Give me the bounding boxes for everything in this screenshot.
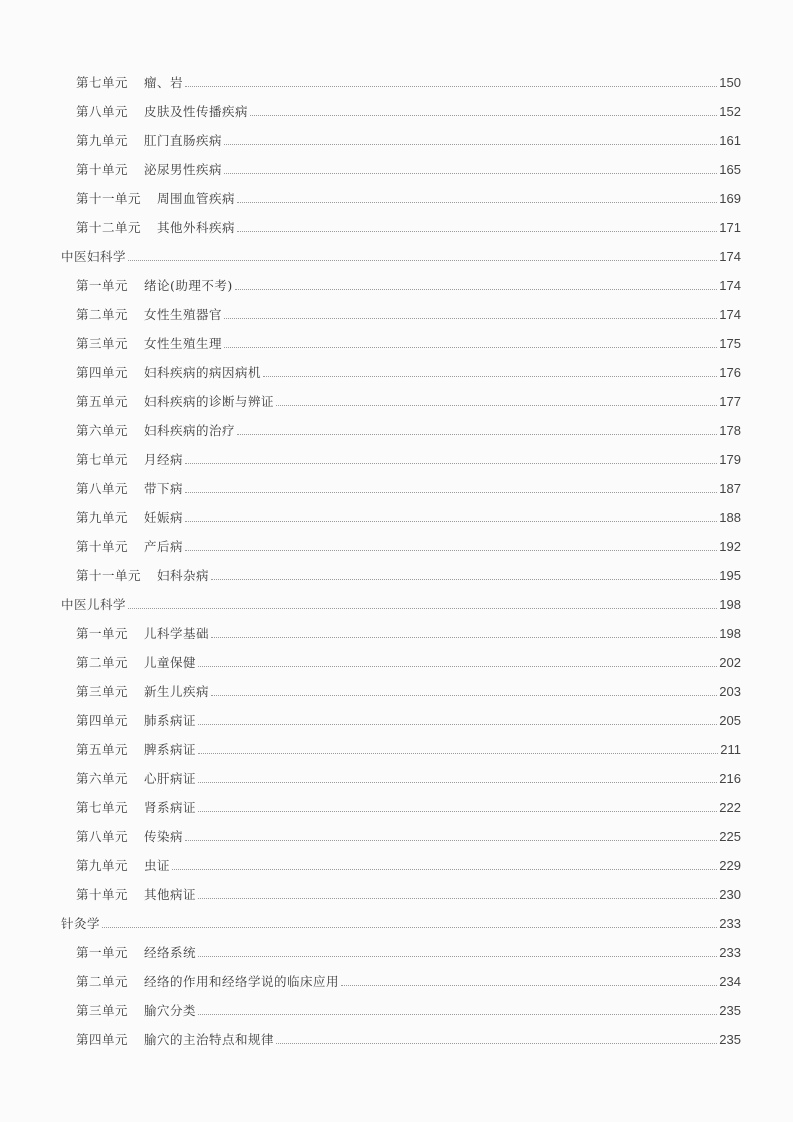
unit-number: 第四单元 <box>76 364 129 380</box>
page-number: 179 <box>719 452 741 467</box>
unit-number: 第七单元 <box>76 74 129 90</box>
page-number: 222 <box>719 800 741 815</box>
page-number: 235 <box>719 1032 741 1047</box>
page-number: 216 <box>719 771 741 786</box>
unit-title: 瘤、岩 <box>144 74 184 90</box>
dot-leader <box>224 318 717 319</box>
toc-unit-row <box>61 147 741 176</box>
unit-number: 第四单元 <box>76 712 129 728</box>
unit-title: 妇科杂病 <box>157 567 210 583</box>
dot-leader <box>198 782 717 783</box>
toc-section-row <box>61 901 741 930</box>
dot-leader <box>211 695 717 696</box>
dot-leader <box>198 811 717 812</box>
page-number: 174 <box>719 278 741 293</box>
page-number: 174 <box>719 307 741 322</box>
toc-unit-row <box>61 930 741 959</box>
dot-leader <box>211 579 717 580</box>
unit-title: 儿科学基础 <box>144 625 210 641</box>
page-number: 161 <box>719 133 741 148</box>
toc-unit-row <box>61 553 741 582</box>
dot-leader <box>198 724 717 725</box>
page-number: 150 <box>719 75 741 90</box>
unit-title: 虫证 <box>144 857 171 873</box>
unit-title: 妇科疾病的病因病机 <box>144 364 262 380</box>
unit-number: 第十单元 <box>76 886 129 902</box>
unit-number: 第十一单元 <box>76 567 142 583</box>
unit-title: 腧穴的主治特点和规律 <box>144 1031 275 1047</box>
unit-number: 第十二单元 <box>76 219 142 235</box>
page-number: 233 <box>719 916 741 931</box>
page-number: 175 <box>719 336 741 351</box>
toc-unit-row <box>61 205 741 234</box>
page-number: 205 <box>719 713 741 728</box>
page-number: 188 <box>719 510 741 525</box>
unit-title: 肛门直肠疾病 <box>144 132 223 148</box>
unit-number: 第九单元 <box>76 509 129 525</box>
dot-leader <box>102 927 717 928</box>
dot-leader <box>185 521 717 522</box>
unit-number: 第五单元 <box>76 393 129 409</box>
toc-unit-row <box>61 437 741 466</box>
dot-leader <box>237 202 717 203</box>
page-number: 202 <box>719 655 741 670</box>
dot-leader <box>185 550 717 551</box>
toc-unit-row <box>61 843 741 872</box>
unit-number: 第六单元 <box>76 770 129 786</box>
unit-number: 第六单元 <box>76 422 129 438</box>
page-number: 169 <box>719 191 741 206</box>
unit-number: 第五单元 <box>76 741 129 757</box>
toc-unit-row <box>61 263 741 292</box>
toc-section-row <box>61 234 741 263</box>
unit-title: 心肝病证 <box>144 770 197 786</box>
section-title: 中医妇科学 <box>61 248 127 264</box>
unit-title: 传染病 <box>144 828 184 844</box>
unit-title: 肾系病证 <box>144 799 197 815</box>
unit-title: 妊娠病 <box>144 509 184 525</box>
dot-leader <box>276 1043 717 1044</box>
unit-number: 第二单元 <box>76 973 129 989</box>
dot-leader <box>198 753 718 754</box>
unit-number: 第一单元 <box>76 944 129 960</box>
unit-number: 第三单元 <box>76 335 129 351</box>
dot-leader <box>341 985 717 986</box>
page-number: 233 <box>719 945 741 960</box>
page-number: 234 <box>719 974 741 989</box>
unit-number: 第八单元 <box>76 480 129 496</box>
dot-leader <box>237 434 717 435</box>
page-number: 165 <box>719 162 741 177</box>
toc-unit-row <box>61 611 741 640</box>
toc-unit-row <box>61 524 741 553</box>
toc-unit-row <box>61 756 741 785</box>
page-number: 229 <box>719 858 741 873</box>
unit-number: 第三单元 <box>76 1002 129 1018</box>
dot-leader <box>211 637 717 638</box>
page-number: 225 <box>719 829 741 844</box>
unit-number: 第七单元 <box>76 451 129 467</box>
dot-leader <box>224 347 717 348</box>
toc-unit-row <box>61 60 741 89</box>
unit-number: 第八单元 <box>76 828 129 844</box>
unit-title: 妇科疾病的诊断与辨证 <box>144 393 275 409</box>
page-number: 211 <box>720 742 741 757</box>
page-number: 192 <box>719 539 741 554</box>
unit-title: 产后病 <box>144 538 184 554</box>
unit-number: 第四单元 <box>76 1031 129 1047</box>
unit-number: 第八单元 <box>76 103 129 119</box>
dot-leader <box>224 144 717 145</box>
dot-leader <box>128 608 717 609</box>
page-number: 171 <box>719 220 741 235</box>
dot-leader <box>172 869 717 870</box>
unit-title: 周围血管疾病 <box>157 190 236 206</box>
unit-title: 腧穴分类 <box>144 1002 197 1018</box>
toc-section-row <box>61 582 741 611</box>
unit-number: 第十一单元 <box>76 190 142 206</box>
unit-title: 儿童保健 <box>144 654 197 670</box>
toc-unit-row <box>61 669 741 698</box>
dot-leader <box>250 115 717 116</box>
unit-number: 第三单元 <box>76 683 129 699</box>
unit-title: 经络系统 <box>144 944 197 960</box>
toc-unit-row <box>61 408 741 437</box>
toc-unit-row <box>61 350 741 379</box>
section-title: 针灸学 <box>61 915 101 931</box>
dot-leader <box>276 405 717 406</box>
toc-unit-row <box>61 1017 741 1046</box>
unit-title: 皮肤及性传播疾病 <box>144 103 249 119</box>
toc-unit-row <box>61 176 741 205</box>
unit-number: 第九单元 <box>76 857 129 873</box>
page-number: 152 <box>719 104 741 119</box>
toc-unit-row <box>61 698 741 727</box>
dot-leader <box>198 956 717 957</box>
unit-number: 第十单元 <box>76 161 129 177</box>
unit-title: 肺系病证 <box>144 712 197 728</box>
dot-leader <box>198 898 717 899</box>
dot-leader <box>185 492 717 493</box>
toc-unit-row <box>61 785 741 814</box>
unit-title: 脾系病证 <box>144 741 197 757</box>
toc-unit-row <box>61 321 741 350</box>
unit-title: 月经病 <box>144 451 184 467</box>
toc-unit-row <box>61 118 741 147</box>
section-title: 中医儿科学 <box>61 596 127 612</box>
toc-unit-row <box>61 959 741 988</box>
page-number: 177 <box>719 394 741 409</box>
toc-unit-row <box>61 495 741 524</box>
page-number: 187 <box>719 481 741 496</box>
dot-leader <box>185 840 717 841</box>
unit-number: 第十单元 <box>76 538 129 554</box>
page-number: 230 <box>719 887 741 902</box>
dot-leader <box>185 86 717 87</box>
page-number: 176 <box>719 365 741 380</box>
toc-unit-row <box>61 292 741 321</box>
toc-unit-row <box>61 466 741 495</box>
page-number: 203 <box>719 684 741 699</box>
dot-leader <box>128 260 717 261</box>
page-number: 198 <box>719 626 741 641</box>
page-number: 178 <box>719 423 741 438</box>
page-number: 198 <box>719 597 741 612</box>
unit-number: 第二单元 <box>76 654 129 670</box>
unit-title: 女性生殖生理 <box>144 335 223 351</box>
toc-unit-row <box>61 988 741 1017</box>
toc-unit-row <box>61 379 741 408</box>
unit-title: 女性生殖器官 <box>144 306 223 322</box>
unit-title: 妇科疾病的治疗 <box>144 422 236 438</box>
toc-unit-row <box>61 814 741 843</box>
dot-leader <box>237 231 717 232</box>
page-number: 235 <box>719 1003 741 1018</box>
unit-number: 第一单元 <box>76 277 129 293</box>
unit-number: 第九单元 <box>76 132 129 148</box>
unit-title: 其他外科疾病 <box>157 219 236 235</box>
dot-leader <box>198 666 717 667</box>
page-number: 174 <box>719 249 741 264</box>
unit-number: 第一单元 <box>76 625 129 641</box>
dot-leader <box>198 1014 717 1015</box>
unit-title: 经络的作用和经络学说的临床应用 <box>144 973 340 989</box>
unit-title: 带下病 <box>144 480 184 496</box>
unit-title: 绪论(助理不考) <box>144 277 233 293</box>
table-of-contents <box>61 60 741 1046</box>
unit-title: 泌尿男性疾病 <box>144 161 223 177</box>
dot-leader <box>185 463 717 464</box>
toc-unit-row <box>61 727 741 756</box>
dot-leader <box>235 289 718 290</box>
toc-unit-row <box>61 872 741 901</box>
toc-unit-row <box>61 640 741 669</box>
dot-leader <box>263 376 717 377</box>
unit-number: 第七单元 <box>76 799 129 815</box>
unit-number: 第二单元 <box>76 306 129 322</box>
unit-title: 新生儿疾病 <box>144 683 210 699</box>
dot-leader <box>224 173 717 174</box>
unit-title: 其他病证 <box>144 886 197 902</box>
page-number: 195 <box>719 568 741 583</box>
toc-unit-row <box>61 89 741 118</box>
